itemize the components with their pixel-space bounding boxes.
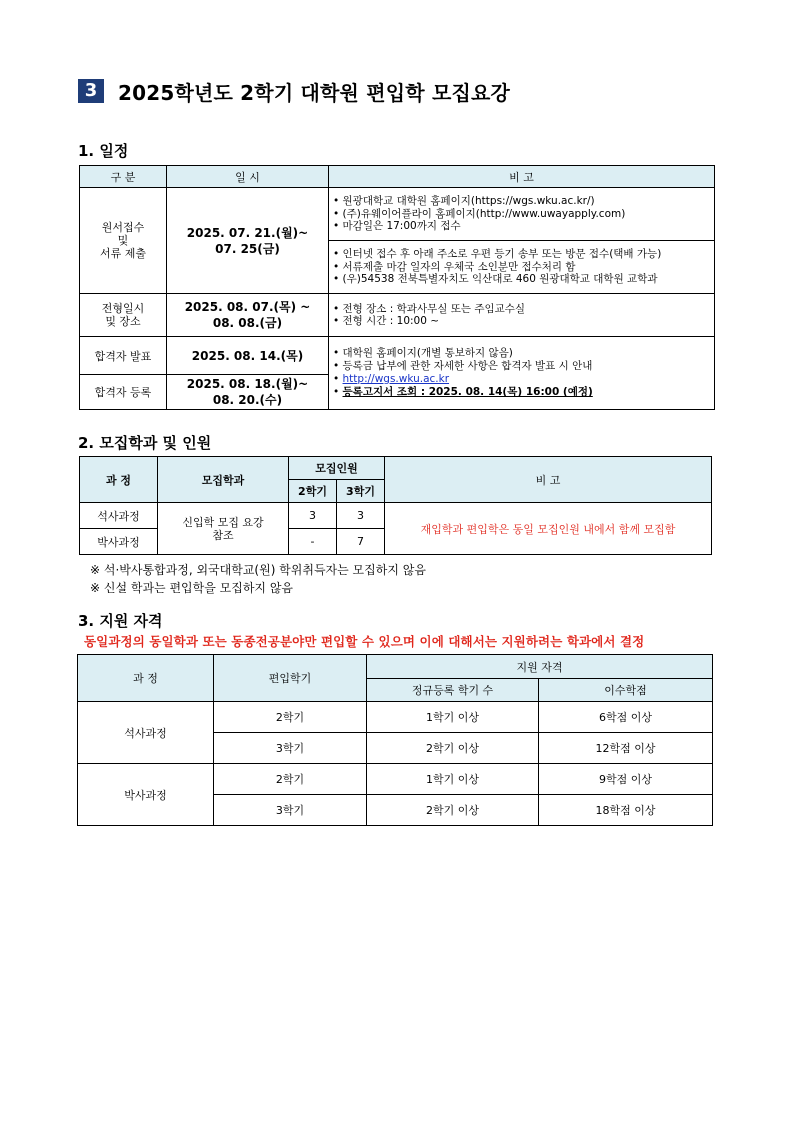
billing-notice: 등록고지서 조회 : 2025. 08. 14(목) 16:00 (예정): [342, 386, 593, 398]
col-header: 지원 자격: [367, 655, 713, 679]
schedule-table: [79, 165, 715, 410]
qualification-table: [77, 654, 713, 826]
bullet-item: • 전형 시간 : 10:00 ~: [333, 315, 714, 328]
col-header: 편입학기: [214, 655, 367, 702]
bullet-item: [333, 373, 714, 386]
col-header: 구 분: [80, 166, 167, 188]
cell-line: 2025. 08. 18.(월)~: [186, 377, 309, 391]
website-link[interactable]: http://wgs.wku.ac.kr: [342, 373, 450, 385]
cell-line: 및 장소: [105, 315, 141, 328]
table-cell: 박사과정: [78, 764, 214, 826]
cell-line: 원서접수: [101, 221, 145, 234]
cell-line: 전형일시: [101, 302, 145, 315]
col-header: 모집인원: [289, 457, 385, 480]
cell-line: 및: [117, 234, 129, 247]
table-cell: 1학기 이상: [367, 764, 539, 795]
page-title: [78, 77, 510, 105]
table-cell: 7: [337, 529, 385, 555]
bullet-item: • 인터넷 접수 후 아래 주소로 우편 등기 송부 또는 방문 접수(택배 가능): [333, 248, 714, 261]
bullet-item: • 등록금 납부에 관한 자세한 사항은 합격자 발표 시 안내: [333, 360, 714, 373]
table-cell: 3: [337, 503, 385, 529]
cell-line: 2025. 07. 21.(월)~: [186, 225, 309, 240]
table-cell: 6학점 이상: [539, 702, 713, 733]
table-cell: 9학점 이상: [539, 764, 713, 795]
table-cell: 2025. 08. 14.(목): [167, 337, 329, 375]
table-cell: [80, 294, 167, 337]
title-text: 2025학년도 2학기 대학원 편입학 모집요강: [118, 80, 511, 105]
table-cell: 2학기 이상: [367, 795, 539, 826]
table-cell: 석사과정: [78, 702, 214, 764]
note-line: ※ 신설 학과는 편입학을 모집하지 않음: [90, 581, 294, 595]
notes-cell: [329, 337, 715, 410]
table-cell: 석사과정: [80, 503, 158, 529]
table-cell: 1학기 이상: [367, 702, 539, 733]
col-header: 이수학점: [539, 679, 713, 702]
col-header: 과 정: [78, 655, 214, 702]
departments-heading: 2. 모집학과 및 인원: [78, 434, 212, 452]
section-number-badge: 3: [78, 79, 104, 103]
schedule-heading: 1. 일정: [78, 142, 129, 160]
table-cell: [167, 375, 329, 410]
col-header: 3학기: [337, 480, 385, 503]
table-cell: 재입학과 편입학은 동일 모집인원 내에서 함께 모집함: [385, 503, 712, 555]
notes-cell: [329, 188, 715, 241]
col-header: 정규등록 학기 수: [367, 679, 539, 702]
table-cell: 합격자 등록: [80, 375, 167, 410]
col-header: 비 고: [329, 166, 715, 188]
table-cell: 2학기: [214, 764, 367, 795]
notes-cell: [329, 294, 715, 337]
bullet-item: [333, 386, 714, 399]
table-cell: 3: [289, 503, 337, 529]
table-cell: 12학점 이상: [539, 733, 713, 764]
col-header: 2학기: [289, 480, 337, 503]
table-cell: [80, 188, 167, 294]
departments-table: [79, 456, 712, 555]
table-cell: 박사과정: [80, 529, 158, 555]
bullet-item: • 서류제출 마감 일자의 우체국 소인분만 접수처리 함: [333, 261, 714, 274]
table-cell: 3학기: [214, 795, 367, 826]
notes-cell: [329, 241, 715, 294]
table-cell: [167, 188, 329, 294]
cell-line: 2025. 08. 07.(목) ~: [184, 300, 311, 314]
bullet-item: • 전형 장소 : 학과사무실 또는 주임교수실: [333, 303, 714, 316]
cell-line: 참조: [212, 528, 234, 542]
bullet-item: • 원광대학교 대학원 홈페이지(https://wgs.wku.ac.kr/): [333, 195, 714, 208]
note-line: ※ 석·박사통합과정, 외국대학교(원) 학위취득자는 모집하지 않음: [90, 563, 426, 577]
table-cell: -: [289, 529, 337, 555]
bullet-item: • 마감일은 17:00까지 접수: [333, 220, 714, 233]
table-cell: 2학기: [214, 702, 367, 733]
cell-line: 08. 20.(수): [212, 393, 283, 407]
cell-line: 서류 제출: [99, 247, 146, 260]
cell-line: 07. 25(금): [215, 241, 280, 256]
qualification-heading: 3. 지원 자격: [78, 612, 163, 630]
table-cell: [167, 294, 329, 337]
col-header: 비 고: [385, 457, 712, 503]
col-header: 모집학과: [158, 457, 289, 503]
bullet-item: • 대학원 홈페이지(개별 통보하지 않음): [333, 347, 714, 360]
table-cell: [158, 503, 289, 555]
table-cell: 합격자 발표: [80, 337, 167, 375]
cell-line: 08. 08.(금): [212, 316, 283, 330]
qualification-note: 동일과정의 동일학과 또는 동종전공분야만 편입할 수 있으며 이에 대해서는 지원하려는 학과에서 결정: [84, 634, 645, 649]
bullet-item: • (우)54538 전북특별자치도 익산대로 460 원광대학교 대학원 교학과: [333, 273, 714, 286]
cell-line: 신입학 모집 요강: [182, 515, 264, 529]
col-header: 과 정: [80, 457, 158, 503]
col-header: 일 시: [167, 166, 329, 188]
table-cell: 3학기: [214, 733, 367, 764]
bullet-item: • (주)유웨이어플라이 홈페이지(http://www.uwayapply.com): [333, 208, 714, 221]
table-cell: 18학점 이상: [539, 795, 713, 826]
table-cell: 2학기 이상: [367, 733, 539, 764]
